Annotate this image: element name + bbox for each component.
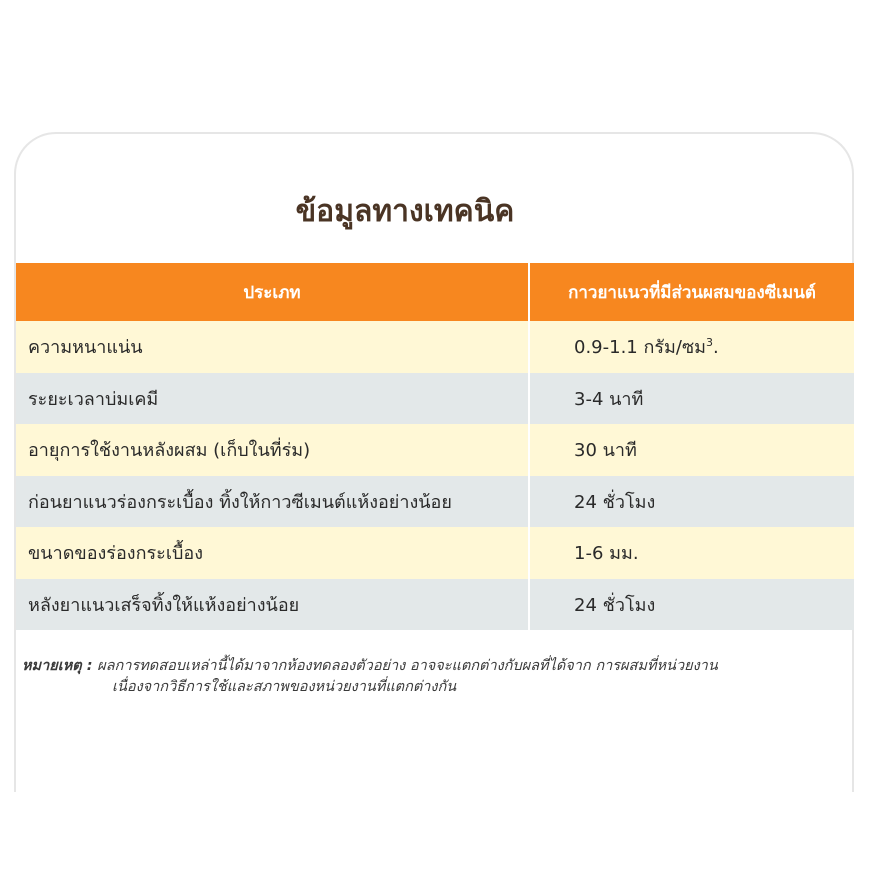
value-cell: 3-4 นาที [530, 373, 854, 425]
property-cell: ก่อนยาแนวร่องกระเบื้อง ทิ้งให้กาวซีเมนต์แห้งอย่างน้อย [16, 476, 530, 528]
value-cell: 24 ชั่วโมง [530, 476, 854, 528]
table-row [16, 424, 854, 476]
property-cell: อายุการใช้งานหลังผสม (เก็บในที่ร่ม) [16, 424, 530, 476]
footnote-label: หมายเหตุ : [22, 658, 93, 674]
footnote [22, 656, 862, 698]
footnote-line-2: เนื่องจากวิธีการใช้และสภาพของหน่วยงานที่แตกต่างกัน [112, 679, 457, 695]
column-header-grout: กาวยาแนวที่มีส่วนผสมของซีเมนต์ [530, 263, 854, 321]
table-header-row [16, 263, 854, 321]
table-row [16, 579, 854, 631]
column-header-type: ประเภท [16, 263, 530, 321]
value-cell: 24 ชั่วโมง [530, 579, 854, 631]
value-suffix: . [713, 337, 719, 359]
table-row [16, 321, 854, 373]
value-cell: 30 นาที [530, 424, 854, 476]
table-row [16, 476, 854, 528]
property-cell: ความหนาแน่น [16, 321, 530, 373]
property-cell: ขนาดของร่องกระเบื้อง [16, 527, 530, 579]
value-cell: 1-6 มม. [530, 527, 854, 579]
footnote-line-1: ผลการทดสอบเหล่านี้ได้มาจากห้องทดลองตัวอย่าง อาจจะแตกต่างกับผลที่ได้จาก การผสมที่หน่วยงาน [97, 658, 718, 674]
table-row [16, 527, 854, 579]
page-title: ข้อมูลทางเทคนิค [295, 194, 515, 229]
value-superscript: 3 [706, 336, 714, 350]
property-cell: หลังยาแนวเสร็จทิ้งให้แห้งอย่างน้อย [16, 579, 530, 631]
value-text: 0.9-1.1 กรัม/ซม [574, 337, 707, 359]
value-cell [530, 321, 854, 373]
table-row [16, 373, 854, 425]
property-cell: ระยะเวลาบ่มเคมี [16, 373, 530, 425]
spec-table [16, 263, 854, 630]
